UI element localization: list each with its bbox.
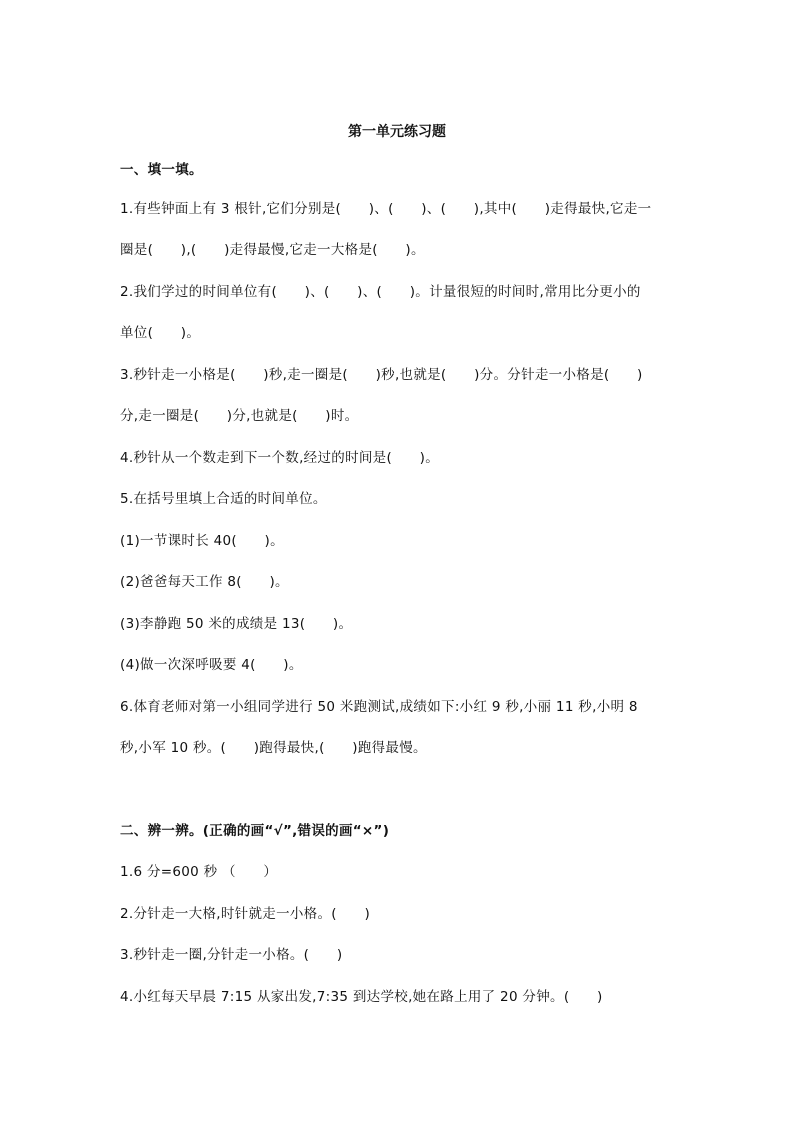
page-title: 第一单元练习题	[348, 124, 446, 140]
question-line: 4.秒针从一个数走到下一个数,经过的时间是( )。	[120, 450, 440, 466]
question-line: 1.6 分=600 秒 （ ）	[120, 864, 278, 880]
question-line: 5.在括号里填上合适的时间单位。	[120, 491, 327, 507]
question-line: (2)爸爸每天工作 8( )。	[120, 574, 289, 590]
section2-heading: 二、辨一辨。(正确的画“√”,错误的画“×”)	[120, 823, 390, 839]
question-line: 圈是( ),( )走得最慢,它走一大格是( )。	[120, 242, 425, 258]
question-line: 2.我们学过的时间单位有( )、( )、( )。计量很短的时间时,常用比分更小的	[120, 284, 641, 300]
section1-heading: 一、填一填。	[120, 162, 203, 178]
question-line: 1.有些钟面上有 3 根针,它们分别是( )、( )、( ),其中( )走得最快,它走一	[120, 201, 652, 217]
question-line: (4)做一次深呼吸要 4( )。	[120, 657, 303, 673]
question-line: 2.分针走一大格,时针就走一小格。( )	[120, 906, 371, 922]
question-line: 3.秒针走一圈,分针走一小格。( )	[120, 947, 343, 963]
question-line: 分,走一圈是( )分,也就是( )时。	[120, 408, 359, 424]
question-line: 4.小红每天早晨 7:15 从家出发,7:35 到达学校,她在路上用了 20 分钟。( )	[120, 989, 603, 1005]
question-line: 6.体育老师对第一小组同学进行 50 米跑测试,成绩如下:小红 9 秒,小丽 11 秒,小明 8	[120, 699, 638, 715]
question-line: 单位( )。	[120, 325, 201, 341]
question-line: (1)一节课时长 40( )。	[120, 533, 284, 549]
question-line: 秒,小军 10 秒。( )跑得最快,( )跑得最慢。	[120, 740, 427, 756]
question-line: 3.秒针走一小格是( )秒,走一圈是( )秒,也就是( )分。分针走一小格是( )	[120, 367, 643, 383]
question-line: (3)李静跑 50 米的成绩是 13( )。	[120, 616, 353, 632]
